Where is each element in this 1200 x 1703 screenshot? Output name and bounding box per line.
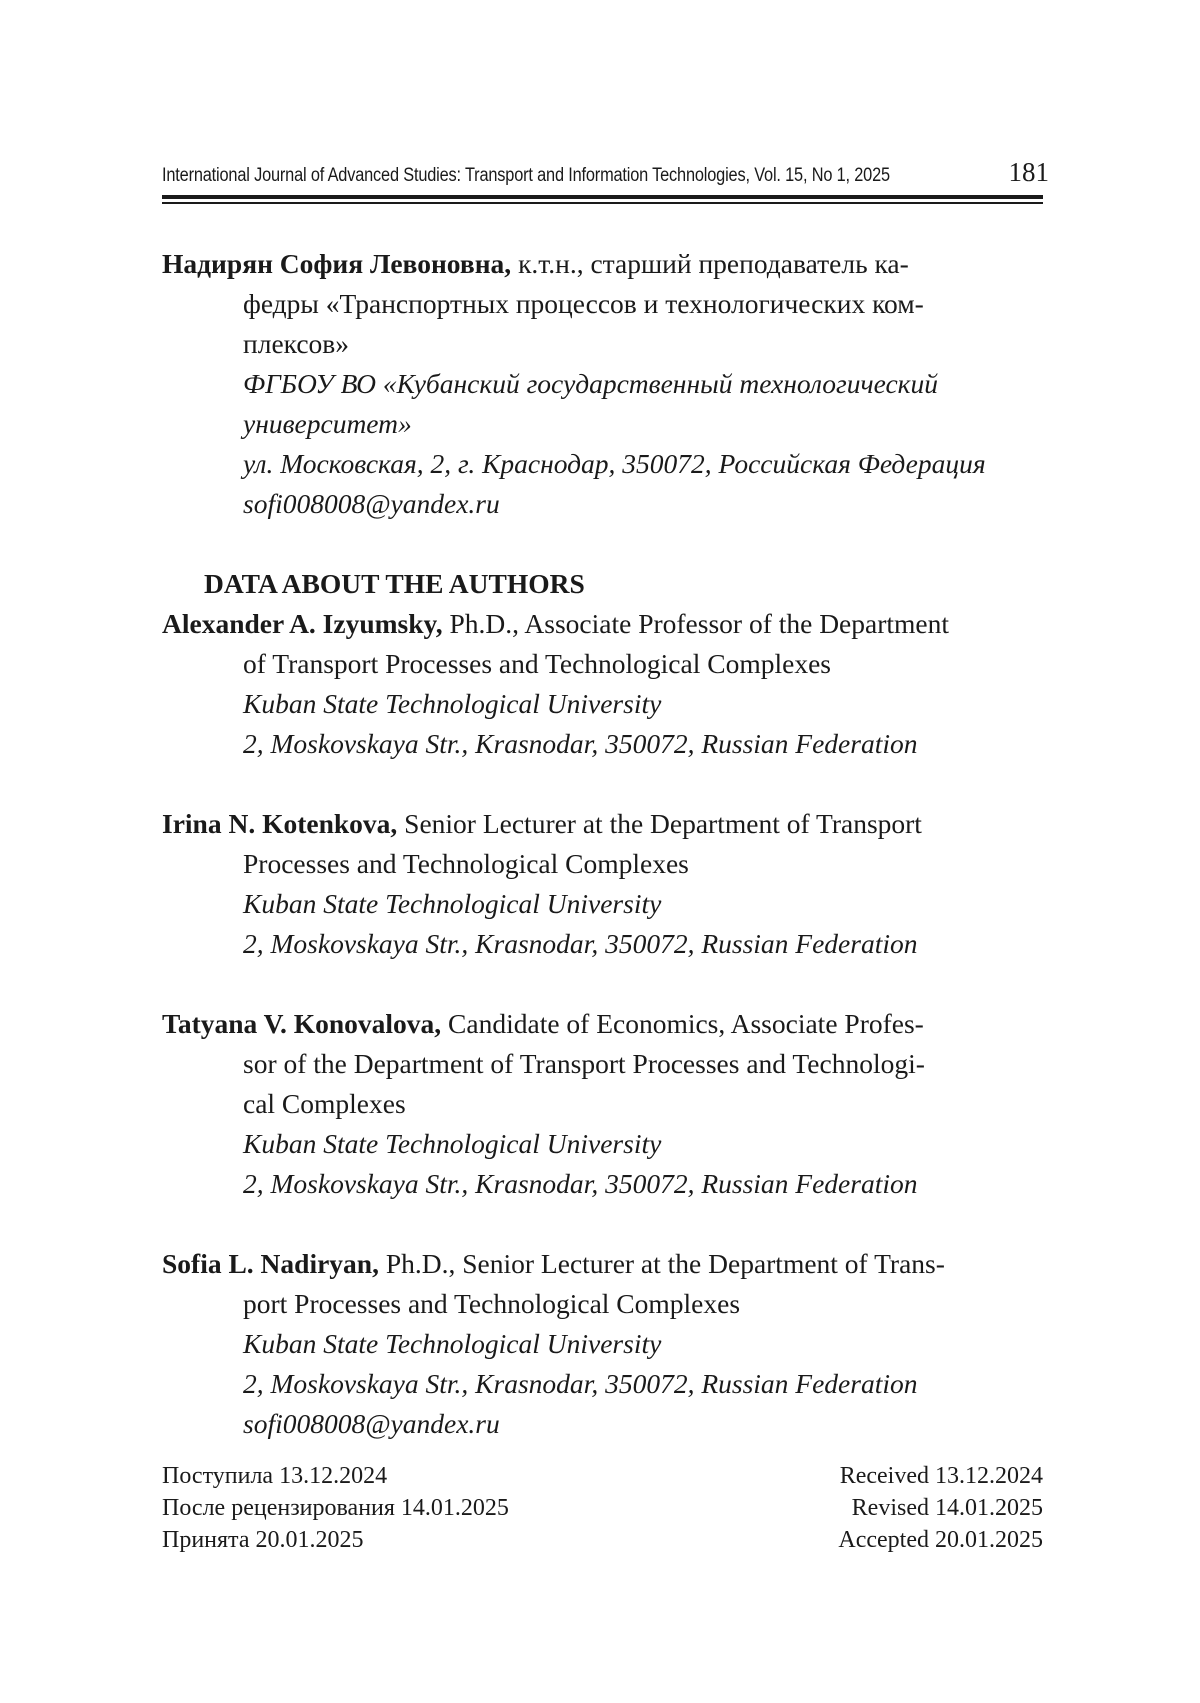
author-name: Sofia L. Nadiryan,	[162, 1248, 379, 1279]
header-rule-thin	[162, 202, 1043, 204]
author-org: Kuban State Technological University	[243, 688, 662, 719]
header-rule-thick	[162, 195, 1043, 199]
author-entry: Sofia L. Nadiryan, Ph.D., Senior Lecturer at the Department of Trans- port Processes and Technological Complexes Kuban State Technological University 2, Moskovskaya Str., Krasnodar, 350072, Russian Federation sofi008008@yandex.ru	[162, 1248, 945, 1439]
author-name: Irina N. Kotenkova,	[162, 808, 398, 839]
date-received-en: Received 13.12.2024	[839, 1463, 1043, 1489]
author-entry: Alexander A. Izyumsky, Ph.D., Associate Professor of the Department of Transport Processes and Technological Complexes Kuban State Technological University 2, Moskovskaya Str., Krasnodar, 350072, Russian Federation	[162, 608, 950, 759]
author-org: Kuban State Technological University	[243, 888, 662, 919]
date-revised-en: Revised 14.01.2025	[851, 1495, 1043, 1521]
date-received-ru: Поступила 13.12.2024	[162, 1463, 388, 1489]
ru-author-entry: Надирян София Левоновна, к.т.н., старший преподаватель ка- федры «Транспортных процессов и технологических ком- плексов» ФГБОУ ВО «Кубанский государственный технологический университет» ул. Московская, 2, г. Краснодар, 350072, Российская Федерация sofi008008@yandex.ru	[162, 248, 986, 519]
author-entry: Tatyana V. Konovalova, Candidate of Economics, Associate Profes- sor of the Department of Transport Processes and Technologi- cal Complexes Kuban State Technological University 2, Moskovskaya Str., Krasnodar, 350072, Russian Federation	[162, 1008, 925, 1199]
journal-title: International Journal of Advanced Studies: Transport and Information Technologies, Vol. 15, No 1, 2025	[162, 165, 890, 186]
submission-dates	[162, 1460, 1043, 1556]
running-header	[162, 157, 1049, 188]
date-revised-ru: После рецензирования 14.01.2025	[162, 1495, 509, 1521]
author-name: Alexander A. Izyumsky,	[162, 608, 443, 639]
ru-author-name: Надирян София Левоновна,	[162, 248, 512, 279]
page-number: 181	[1008, 157, 1049, 187]
author-entry: Irina N. Kotenkova, Senior Lecturer at the Department of Transport Processes and Technological Complexes Kuban State Technological University 2, Moskovskaya Str., Krasnodar, 350072, Russian Federation	[162, 808, 922, 959]
author-address: 2, Moskovskaya Str., Krasnodar, 350072, Russian Federation	[243, 1168, 918, 1199]
author-name: Tatyana V. Konovalova,	[162, 1008, 442, 1039]
section-title: DATA ABOUT THE AUTHORS	[204, 568, 585, 599]
dates-en	[838, 1460, 1043, 1556]
page-content	[162, 244, 1043, 1444]
author-address: 2, Moskovskaya Str., Krasnodar, 350072, Russian Federation	[243, 928, 918, 959]
dates-ru	[162, 1460, 509, 1556]
date-accepted-ru: Принята 20.01.2025	[162, 1527, 364, 1553]
author-address: 2, Moskovskaya Str., Krasnodar, 350072, Russian Federation	[243, 728, 918, 759]
author-email[interactable]: sofi008008@yandex.ru	[243, 1408, 500, 1439]
ru-author-org: ФГБОУ ВО «Кубанский государственный технологический	[243, 368, 939, 399]
ru-author-email[interactable]: sofi008008@yandex.ru	[243, 488, 500, 519]
author-org: Kuban State Technological University	[243, 1128, 662, 1159]
date-accepted-en: Accepted 20.01.2025	[838, 1527, 1043, 1553]
author-address: 2, Moskovskaya Str., Krasnodar, 350072, Russian Federation	[243, 1368, 918, 1399]
author-org: Kuban State Technological University	[243, 1328, 662, 1359]
ru-author-address: ул. Московская, 2, г. Краснодар, 350072, Российская Федерация	[243, 448, 986, 479]
